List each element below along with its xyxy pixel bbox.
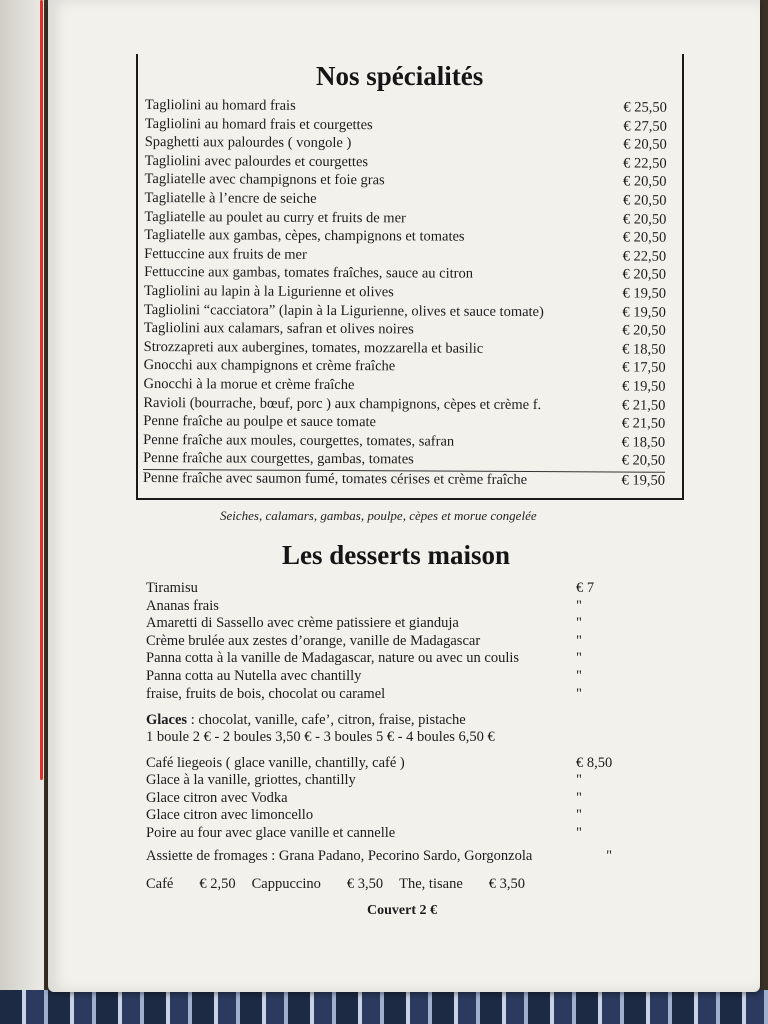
dish-price: " xyxy=(576,824,582,841)
dish-name: Café liegeois ( glace vanille, chantilly, café ) xyxy=(146,755,405,771)
cappuccino-price: € 3,50 xyxy=(346,876,384,892)
dish-price: € 22,50 xyxy=(622,248,667,265)
dish-name: Penne fraîche aux moules, courgettes, tomates, safran xyxy=(143,431,455,450)
cappuccino-label: Cappuccino xyxy=(251,876,321,892)
dish-name: Penne fraîche avec saumon fumé, tomates cérises et crème fraîche xyxy=(142,469,528,488)
fromages-price: " xyxy=(606,848,612,864)
dish-name: Spaghetti aux palourdes ( vongole ) xyxy=(144,134,352,152)
dish-price: " xyxy=(576,807,582,824)
dish-name: Ravioli (bourrache, bœuf, porc ) aux champignons, cèpes et crème f. xyxy=(143,394,542,413)
glace-dessert-item xyxy=(146,790,626,807)
dish-name: Ananas frais xyxy=(146,597,219,614)
dish-price: " xyxy=(576,685,582,702)
dish-price: € 27,50 xyxy=(623,118,667,135)
dish-price: € 19,50 xyxy=(621,378,666,395)
glaces-desserts-list xyxy=(146,755,626,842)
dessert-item xyxy=(146,633,616,651)
dish-price: " xyxy=(576,667,582,684)
desserts-title: Les desserts maison xyxy=(282,540,510,570)
dish-name: Tagliolini au lapin à la Ligurienne et olives xyxy=(143,282,394,301)
specialites-list xyxy=(143,97,667,491)
dish-price: € 19,50 xyxy=(622,304,666,321)
dish-name: Tagliatelle aux gambas, cèpes, champignons et tomates xyxy=(144,227,465,245)
dessert-item xyxy=(146,598,616,616)
dish-name: Gnocchi à la morue et crème fraîche xyxy=(143,375,355,394)
dish-price: € 19,50 xyxy=(622,285,667,302)
dish-name: Poire au four avec glace vanille et cannelle xyxy=(146,824,396,841)
dish-price: € 20,50 xyxy=(621,452,666,470)
dish-name: Gnocchi aux champignons et crème fraîche xyxy=(143,357,396,375)
dessert-item xyxy=(146,615,616,633)
fromages-line xyxy=(146,848,612,865)
dessert-item xyxy=(146,686,616,704)
the-label: The, tisane xyxy=(399,876,463,892)
specialite-item xyxy=(143,469,665,491)
fromages-name: Assiette de fromages : Grana Padano, Pecorino Sardo, Gorgonzola xyxy=(146,848,533,864)
facing-page xyxy=(0,0,44,1000)
dish-name: Fettuccine aux fruits de mer xyxy=(144,245,307,263)
dish-price: € 17,50 xyxy=(622,359,666,377)
dish-price: " xyxy=(576,772,582,789)
dish-price: " xyxy=(576,789,582,806)
specialites-title: Nos spécialités xyxy=(316,61,484,91)
dish-name: Penne fraîche aux courgettes, gambas, tomates xyxy=(143,450,414,468)
dish-price: € 20,50 xyxy=(623,136,667,153)
dish-name: Amaretti di Sassello avec crème patissiere et gianduja xyxy=(146,615,459,632)
dish-price: € 21,50 xyxy=(621,397,666,414)
tablecloth xyxy=(0,990,768,1024)
dish-name: Tagliolini aux calamars, safran et olives noires xyxy=(143,320,414,338)
dish-price: € 20,50 xyxy=(622,192,667,209)
dish-name: Crème brulée aux zestes d’orange, vanille de Madagascar xyxy=(146,632,481,649)
drinks-line xyxy=(146,876,525,893)
dish-name: Fettuccine aux gambas, tomates fraîches, sauce au citron xyxy=(144,264,474,283)
dish-name: Tagliolini au homard frais xyxy=(144,97,296,114)
dish-name: Tagliolini “cacciatora” (lapin à la Ligurienne, olives et sauce tomate) xyxy=(143,301,544,320)
dish-price: € 21,50 xyxy=(621,415,666,432)
dish-price: € 8,50 xyxy=(576,755,613,771)
dish-name: Panna cotta au Nutella avec chantilly xyxy=(146,667,362,684)
dish-price: € 20,50 xyxy=(622,211,667,228)
couvert-line: Couvert 2 € xyxy=(367,903,437,918)
glaces-line xyxy=(146,712,466,729)
cafe-price: € 2,50 xyxy=(199,876,236,892)
dish-price: " xyxy=(576,597,582,614)
dish-price: " xyxy=(576,615,582,632)
dish-price: € 20,50 xyxy=(622,229,667,246)
dish-name: Tagliatelle au poulet au curry et fruits de mer xyxy=(144,208,406,226)
glace-dessert-item xyxy=(146,772,626,789)
dish-name: Strozzapreti aux aubergines, tomates, mozzarella et basilic xyxy=(143,338,484,357)
dessert-item xyxy=(146,580,616,598)
dish-name: fraise, fruits de bois, chocolat ou caramel xyxy=(146,685,386,702)
glaces-flavours: : chocolat, vanille, cafe’, citron, fraise, pistache xyxy=(187,712,466,728)
dessert-item xyxy=(146,668,616,686)
glaces-prices: 1 boule 2 € - 2 boules 3,50 € - 3 boules 5 € - 4 boules 6,50 € xyxy=(146,729,495,745)
dish-name: Glace à la vanille, griottes, chantilly xyxy=(146,772,356,789)
dish-price: € 22,50 xyxy=(623,155,667,172)
dish-price: " xyxy=(576,632,582,649)
dish-price: € 7 xyxy=(576,580,595,596)
dish-name: Penne fraîche au poulpe et sauce tomate xyxy=(143,413,377,431)
glace-dessert-item xyxy=(146,807,626,824)
dish-price: € 25,50 xyxy=(623,99,667,116)
dish-name: Tagliolini avec palourdes et courgettes xyxy=(144,152,369,170)
dish-price: € 18,50 xyxy=(622,341,666,358)
dish-price: " xyxy=(576,650,582,667)
dish-name: Tagliatelle avec champignons et foie gras xyxy=(144,171,385,189)
dish-price: € 19,50 xyxy=(621,472,666,489)
cafe-label: Café xyxy=(146,876,174,892)
menu-cord xyxy=(40,0,43,780)
the-price: € 3,50 xyxy=(488,876,526,892)
dish-name: Glace citron avec Vodka xyxy=(146,789,288,806)
frozen-note: Seiches, calamars, gambas, poulpe, cèpes et morue congelée xyxy=(220,508,537,523)
dessert-item xyxy=(146,650,616,668)
glace-dessert-item xyxy=(146,755,626,772)
dish-name: Tagliolini au homard frais et courgettes xyxy=(144,115,373,133)
dish-price: € 20,50 xyxy=(623,173,667,191)
dish-name: Panna cotta à la vanille de Madagascar, nature ou avec un coulis xyxy=(146,650,520,667)
glace-dessert-item xyxy=(146,825,626,842)
glaces-label: Glaces xyxy=(146,712,188,728)
dish-price: € 20,50 xyxy=(622,322,666,339)
dish-price: € 18,50 xyxy=(621,434,666,451)
dish-name: Tiramisu xyxy=(146,580,198,596)
dish-name: Tagliatelle à l’encre de seiche xyxy=(144,189,317,207)
desserts-list xyxy=(146,580,616,703)
dish-price: € 20,50 xyxy=(622,266,667,284)
dish-name: Glace citron avec limoncello xyxy=(146,807,314,824)
